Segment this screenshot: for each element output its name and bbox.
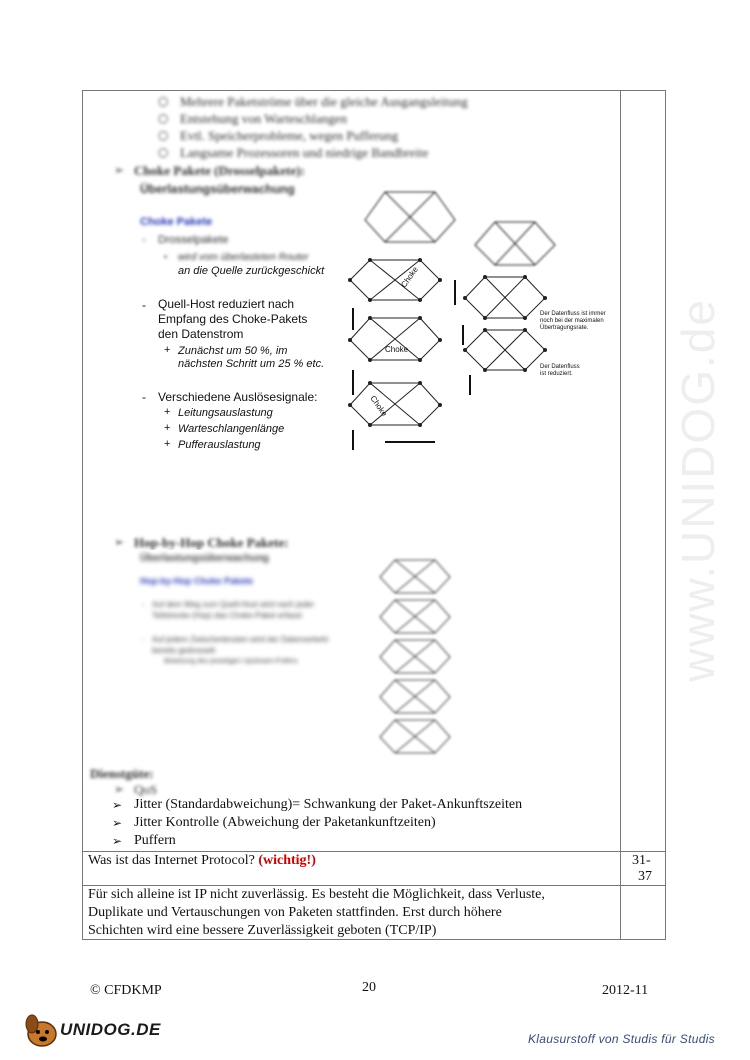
slide-item: Teilstrecke (Hop) das Choke-Paket erfasst (152, 611, 302, 620)
choke-label: Choke (399, 265, 420, 290)
choke-network-diagram (345, 180, 620, 470)
dash-bullet: - (142, 390, 146, 404)
page-ref: 31- (632, 853, 651, 868)
arrow-bullet-icon: ➢ (114, 535, 125, 549)
slide-item: Quell-Host reduziert nach (158, 297, 295, 311)
slide-item: den Datenstrom (158, 327, 244, 341)
plus-bullet-icon: + (164, 438, 171, 450)
list-item: Mehrere Paketströme über die gleiche Ausgangsleitung (180, 94, 468, 109)
diagram-note: ist reduziert. (540, 371, 573, 377)
slide-item: Auf dem Weg zum Quell-Host wird nach jeder (152, 600, 315, 609)
list-item: Langsame Prozessoren und niedrige Bandbreite (180, 145, 429, 160)
dienstguete-heading: Dienstgüte: (90, 766, 154, 781)
list-item: Jitter (Standardabweichung)= Schwankung der Paket-Ankunftszeiten (134, 797, 523, 812)
slide-subtitle: Hop-by-Hop Choke Pakete (140, 576, 254, 586)
table-row-divider (82, 885, 666, 886)
list-item: Evtl. Speicherprobleme, wegen Pufferung (180, 128, 399, 143)
unidog-logo: UNIDOG.DE (22, 1012, 172, 1050)
plus-bullet-icon: + (164, 344, 171, 356)
plus-bullet-icon: • (164, 252, 168, 262)
table-column-divider (620, 90, 621, 940)
slide-item: Verschiedene Auslösesignale: (158, 390, 318, 404)
diagram-note: Der Datenfluss ist immer (540, 311, 606, 317)
arrow-bullet-icon: ➢ (114, 163, 125, 177)
table-row-divider (82, 851, 666, 852)
dash-bullet: - (142, 234, 146, 246)
signal-item: Leitungsauslastung (178, 407, 273, 419)
dash-bullet: - (142, 600, 145, 609)
footer-date: 2012-11 (602, 983, 649, 998)
list-item: Jitter Kontrolle (Abweichung der Paketankunftzeiten) (134, 815, 436, 830)
arrow-bullet-icon: ➢ (112, 834, 123, 848)
circle-bullet-icon: ○ (158, 94, 169, 108)
slide-hop-by-hop (130, 550, 620, 765)
brand-tagline: Klausurstoff von Studis für Studis (528, 1032, 715, 1046)
signal-item: Pufferauslastung (178, 439, 261, 451)
watermark: www.UNIDOG.de (672, 298, 724, 682)
choke-label: Choke (385, 345, 409, 354)
answer-line: Schichten wird eine bessere Zuverlässigkeit geboten (TCP/IP) (88, 923, 437, 938)
answer-line: Duplikate und Vertauschungen von Paketen stattfinden. Erst durch höhere (88, 905, 502, 920)
dash-bullet: - (142, 298, 146, 312)
slide-subitem: Belastung des jeweiligen Upstream-Puffers (164, 658, 298, 665)
circle-bullet-icon: ○ (158, 128, 169, 142)
choke-label: Choke (368, 393, 389, 419)
list-item: Entstehung von Warteschlangen (180, 111, 347, 126)
slide-item: Empfang des Choke-Pakets (158, 312, 308, 326)
slide-title: Überlastungsüberwachung (140, 553, 269, 564)
footer-page-number: 20 (362, 980, 376, 995)
circle-bullet-icon: ○ (158, 111, 169, 125)
plus-bullet-icon: + (164, 406, 171, 418)
slide-choke-pakete (130, 180, 620, 470)
dash-bullet: - (142, 635, 145, 644)
slide-subitem: an die Quelle zurückgeschickt (178, 265, 325, 277)
answer-line: Für sich alleine ist IP nicht zuverlässig. Es besteht die Möglichkeit, dass Verluste, (88, 887, 545, 902)
plus-bullet-icon: + (164, 422, 171, 434)
signal-item: Warteschlangenlänge (178, 423, 285, 435)
diagram-note: noch bei der maximalen (540, 318, 604, 324)
slide-subitem: wird vom überlasteten Router (178, 252, 309, 263)
list-item: QoS (134, 782, 158, 797)
diagram-note: Übertragungsrate. (540, 325, 589, 331)
choke-heading: Choke Pakete (Drosselpakete): (134, 163, 305, 178)
slide-subtitle: Choke Pakete (140, 216, 213, 228)
diagram-note: Der Datenfluss (540, 364, 580, 370)
page-ref: 37 (638, 869, 652, 884)
slide-title: Überlastungsüberwachung (140, 182, 295, 196)
arrow-bullet-icon: ➢ (112, 798, 123, 812)
footer-copyright: © CFDKMP (90, 983, 162, 998)
list-item: Puffern (134, 833, 176, 848)
slide-item: Auf jedem Zwischenknoten wird der Datenverkehr (152, 635, 329, 644)
slide-item: bereits gedrosselt (152, 646, 216, 655)
arrow-bullet-icon: ➢ (112, 816, 123, 830)
slide-subitem: Zunächst um 50 %, im (178, 345, 288, 357)
circle-bullet-icon: ○ (158, 145, 169, 159)
importance-tag: (wichtig!) (258, 853, 316, 868)
hop-network-diagram (375, 555, 475, 765)
arrow-bullet-icon: ➢ (114, 782, 125, 796)
dog-icon (22, 1012, 62, 1050)
slide-subitem: nächsten Schritt um 25 % etc. (178, 358, 325, 370)
hop-heading: Hop-by-Hop Choke Pakete: (134, 535, 289, 550)
slide-item: Drosselpakete (158, 234, 229, 246)
question-text: Was ist das Internet Protocol? (wichtig!) (88, 853, 316, 868)
